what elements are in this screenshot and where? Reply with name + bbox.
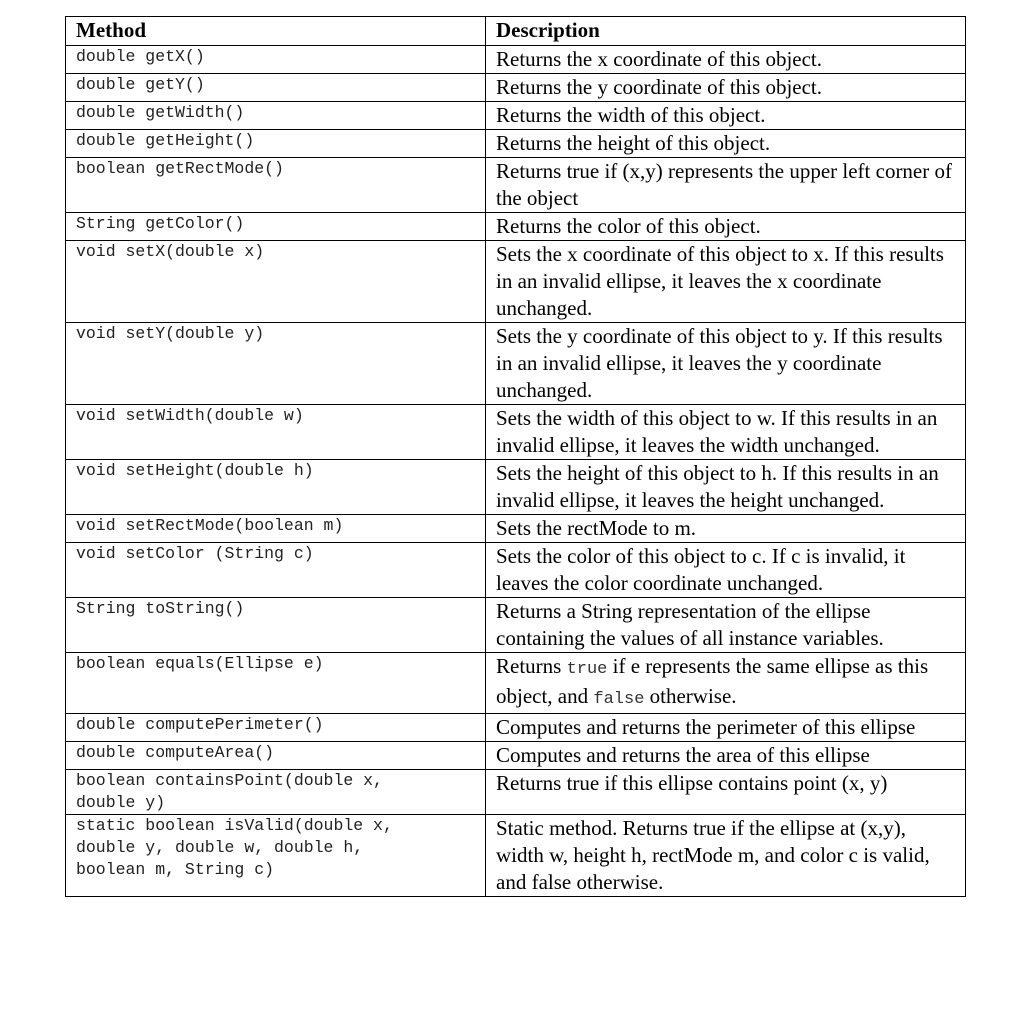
method-cell: void setY(double y) bbox=[66, 323, 486, 405]
description-cell: Returns a String representation of the ellipse containing the values of all instance variables. bbox=[486, 598, 966, 653]
method-cell: boolean getRectMode() bbox=[66, 158, 486, 213]
description-cell: Returns the x coordinate of this object. bbox=[486, 46, 966, 74]
description-cell: Returns true if this ellipse contains point (x, y) bbox=[486, 770, 966, 815]
description-cell: Sets the height of this object to h. If this results in an invalid ellipse, it leaves the height unchanged. bbox=[486, 460, 966, 515]
method-cell: void setWidth(double w) bbox=[66, 405, 486, 460]
table-row bbox=[66, 158, 966, 213]
method-cell: boolean equals(Ellipse e) bbox=[66, 653, 486, 714]
description-cell: Sets the x coordinate of this object to x. If this results in an invalid ellipse, it leaves the x coordinate unchanged. bbox=[486, 241, 966, 323]
table-row bbox=[66, 323, 966, 405]
table-row bbox=[66, 130, 966, 158]
description-cell: Sets the color of this object to c. If c is invalid, it leaves the color coordinate unchanged. bbox=[486, 543, 966, 598]
description-text: if e represents the same ellipse as this object, and bbox=[496, 654, 929, 708]
description-cell: Returns the color of this object. bbox=[486, 213, 966, 241]
table-row bbox=[66, 46, 966, 74]
table-row bbox=[66, 102, 966, 130]
true-code: true bbox=[566, 660, 608, 679]
table-row bbox=[66, 714, 966, 742]
method-cell: double getY() bbox=[66, 74, 486, 102]
description-cell bbox=[486, 653, 966, 714]
table-row bbox=[66, 770, 966, 815]
method-cell: String toString() bbox=[66, 598, 486, 653]
method-cell: double getX() bbox=[66, 46, 486, 74]
description-cell: Computes and returns the area of this ellipse bbox=[486, 742, 966, 770]
table-row bbox=[66, 241, 966, 323]
header-row bbox=[66, 17, 966, 46]
table-row bbox=[66, 598, 966, 653]
method-header: Method bbox=[66, 17, 486, 46]
description-cell: Computes and returns the perimeter of this ellipse bbox=[486, 714, 966, 742]
description-cell: Sets the y coordinate of this object to y. If this results in an invalid ellipse, it leaves the y coordinate unchanged. bbox=[486, 323, 966, 405]
description-cell: Static method. Returns true if the ellipse at (x,y), width w, height h, rectMode m, and color c is valid, and false otherwise. bbox=[486, 815, 966, 897]
method-cell: double getHeight() bbox=[66, 130, 486, 158]
table-row bbox=[66, 742, 966, 770]
method-table bbox=[65, 16, 966, 897]
table-row bbox=[66, 653, 966, 714]
method-cell: void setHeight(double h) bbox=[66, 460, 486, 515]
description-text: Returns bbox=[496, 654, 567, 678]
description-cell: Returns the y coordinate of this object. bbox=[486, 74, 966, 102]
method-cell: String getColor() bbox=[66, 213, 486, 241]
table-row bbox=[66, 815, 966, 897]
description-text: otherwise. bbox=[644, 684, 737, 708]
method-cell: void setX(double x) bbox=[66, 241, 486, 323]
table-row bbox=[66, 460, 966, 515]
method-cell: static boolean isValid(double x, double y, double w, double h, boolean m, String c) bbox=[66, 815, 486, 897]
table-row bbox=[66, 213, 966, 241]
false-code: false bbox=[593, 690, 645, 709]
table-row bbox=[66, 74, 966, 102]
table-row bbox=[66, 405, 966, 460]
table-row bbox=[66, 543, 966, 598]
description-cell: Returns true if (x,y) represents the upper left corner of the object bbox=[486, 158, 966, 213]
method-cell: double computeArea() bbox=[66, 742, 486, 770]
table-row bbox=[66, 515, 966, 543]
description-cell: Returns the width of this object. bbox=[486, 102, 966, 130]
description-cell: Sets the width of this object to w. If this results in an invalid ellipse, it leaves the width unchanged. bbox=[486, 405, 966, 460]
description-cell: Returns the height of this object. bbox=[486, 130, 966, 158]
method-cell: double computePerimeter() bbox=[66, 714, 486, 742]
method-cell: boolean containsPoint(double x, double y) bbox=[66, 770, 486, 815]
method-cell: double getWidth() bbox=[66, 102, 486, 130]
method-cell: void setRectMode(boolean m) bbox=[66, 515, 486, 543]
description-cell: Sets the rectMode to m. bbox=[486, 515, 966, 543]
description-header: Description bbox=[486, 17, 966, 46]
method-cell: void setColor (String c) bbox=[66, 543, 486, 598]
